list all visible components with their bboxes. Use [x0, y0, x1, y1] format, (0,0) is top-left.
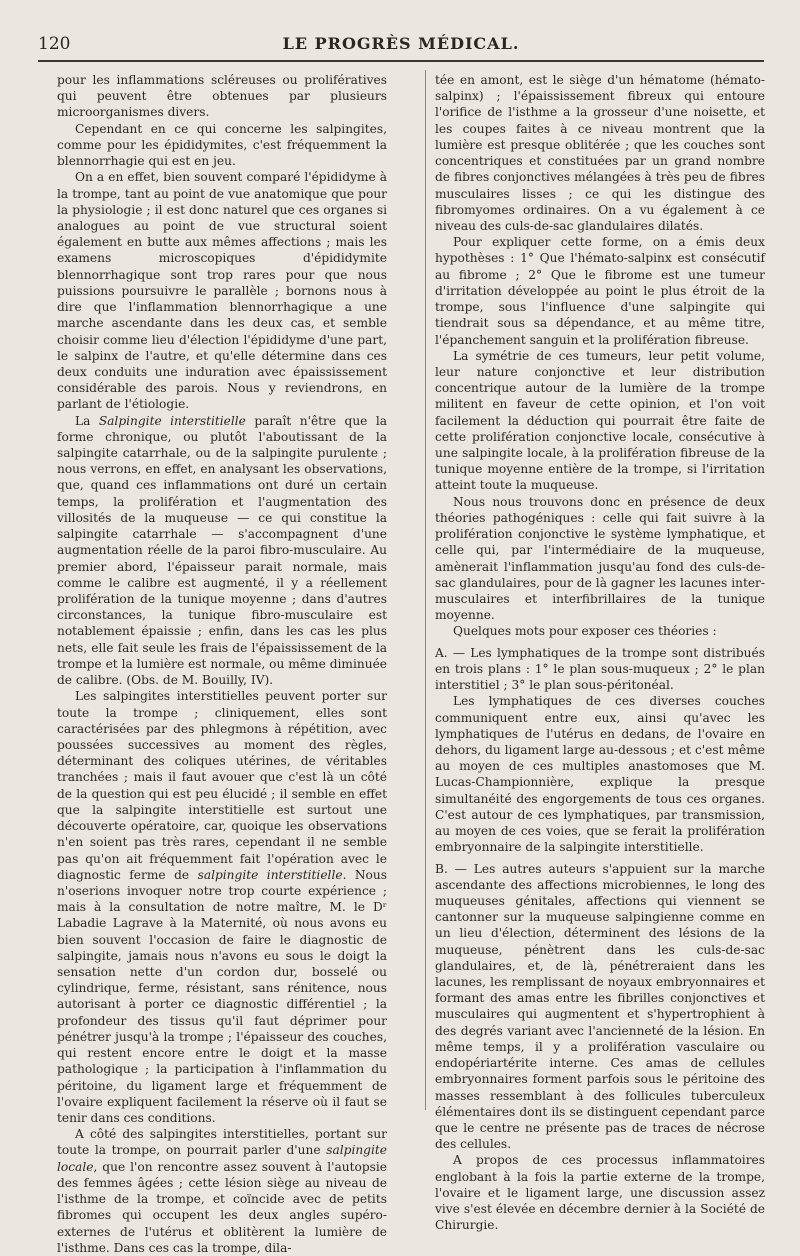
right-column: [435, 72, 765, 1234]
paragraph: La symétrie de ces tumeurs, leur petit volume, leur nature conjonctive et leur distribution concentrique autour de la lumière de la trompe militent en faveur de cette opinion, et l'on voit facilement la déduction qui pourrait être faite de cette prolifération conjonctive locale, consécutive à une salpingite locale, à la prolifération fibreuse de la tunique moyenne entière de la trompe, si l'irritation atteint toute la muqueuse.: [435, 348, 765, 493]
left-column: [57, 72, 387, 1256]
paragraph: [57, 1126, 387, 1256]
text-span: Les salpingites interstitielles peuvent porter sur toute la trompe ; cliniquement, elles sont caractérisées par des phlegmons à répétition, avec poussées successives au moment des règles, déterminant des coliques utérines, de véritables tranchées ; mais il faut avouer que c'est là un côté de la question qui est peu élucidé ; il semble en effet que la salpingite interstitielle est surtout une découverte opératoire, car, quoique les observations n'en soient pas très rares, cependant il ne semble pas qu'on ait fréquemment fait l'opération avec le diagnostic ferme de: [57, 689, 387, 882]
text-span: A côté des salpingites interstitielles, portant sur toute la trompe, on pourrait parler d'une: [57, 1127, 387, 1158]
text-span: , que l'on rencontre assez souvent à l'autopsie des femmes âgées ; cette lésion siège au niveau de l'isthme de la trompe, et coïncide avec de petits fibromes qui occupent les deux angles supéro-externes de l'utérus et oblitèrent la lumière de l'isthme. Dans ces cas la trompe, dila-: [57, 1159, 387, 1255]
paragraph: [57, 688, 387, 1126]
paragraph: Cependant en ce qui concerne les salpingites, comme pour les épididymites, c'est fréquemment la blennorrhagie qui est en jeu.: [57, 121, 387, 169]
paragraph: Quelques mots pour exposer ces théories :: [453, 624, 717, 639]
italic-term: salpingite interstitielle: [197, 867, 343, 882]
page-header: [38, 30, 764, 62]
paragraph: pour les inflammations scléreuses ou prolifératives qui peuvent être obtenues par plusieurs microorganismes divers.: [57, 73, 387, 120]
column-divider: [425, 70, 426, 1110]
running-title: LE PROGRÈS MÉDICAL.: [282, 34, 520, 53]
paragraph: [57, 413, 387, 689]
paragraph: On a en effet, bien souvent comparé l'épididyme à la trompe, tant au point de vue anatomique que pour la physiologie ; il est donc naturel que ces organes si analogues au point de vue structural soient également en butte aux mêmes affections ; mais les examens microscopiques d'épididymite blennorrhagique sont trop rares pour que nous puissions poursuivre le parallèle ; bornons nous à dire que l'inflammation blennorrhagique a une marche ascendante dans les deux cas, et semble choisir comme lieu d'élection l'épididyme d'une part, le salpinx de l'autre, et qu'elle détermine dans ces deux conduits une induration avec épaississement considérable des parois. Nous y reviendrons, en parlant de l'étiologie.: [57, 170, 387, 412]
italic-term: Salpingite interstitielle: [98, 413, 246, 428]
text-span: paraît n'être que la forme chronique, ou plutôt l'aboutissant de la salpingite catarrhale, ou de la salpingite purulente ; nous verrons, en effet, en analysant les observations, que, quand ces inflammations ont duré un certain temps, la prolifération et l'augmentation des villosités de la muqueuse — ce qui constitue la salpingite catarrhale — s'accompagnent d'une augmentation réelle de la paroi fibro-musculaire. Au premier abord, l'épaisseur parait normale, mais comme le calibre est augmenté, il y a réellement prolifération de la tunique moyenne ; dans d'autres circonstances, la tunique fibro-musculaire est notablement épaissie ; enfin, dans les cas les plus nets, elle fait seule les frais de l'épaississement de la trompe et la lumière est normale, ou même diminuée de calibre. (Obs. de M. Bouilly, IV).: [57, 413, 388, 688]
section-b: B. — Les autres auteurs s'appuient sur la marche ascendante des affections microbiennes, le long des muqueuses génitales, affections qui viennent se cantonner sur la muqueuse salpingienne comme en un lieu d'élection, déterminent des lésions de la muqueuse, pénètrent dans les culs-de-sac glandulaires, et, de là, pénétreraient dans les lacunes, les remplissant de noyaux embryonnaires et formant des amas entre les fibrilles conjonctives et musculaires qui augmentent et s'hypertrophient à des degrés variant avec l'ancienneté de la lésion. En même temps, il y a prolifération vasculaire ou endopériartérite interne. Ces amas de cellules embryonnaires forment parfois sous le péritoine des masses ressemblant à des follicules tuberculeux élémentaires dont ils se distinguent cependant parce que le centre ne présente pas de traces de nécrose des cellules.: [435, 861, 765, 1152]
section-a: A. — Les lymphatiques de la trompe sont distribués en trois plans : 1° le plan sous-muqueux ; 2° le plan interstitiel ; 3° le plan sous-péritonéal.: [435, 645, 765, 693]
italic-term: salpingite locale: [57, 1143, 387, 1174]
paragraph: Pour expliquer cette forme, on a émis deux hypothèses : 1° Que l'hémato-salpinx est consécutif au fibrome ; 2° Que le fibrome est une tumeur d'irritation développée au point le plus étroit de la trompe, sous l'influence d'une salpingite qui tiendrait sous sa dépendance, et au même titre, l'épanchement sanguin et la prolifération fibreuse.: [435, 235, 765, 347]
paragraph: A propos de ces processus inflammatoires englobant à la fois la partie externe de la trompe, l'ovaire et le ligament large, une discussion assez vive s'est élevée en décembre dernier à la Société de Chirurgie.: [435, 1153, 765, 1233]
text-span: . Nous n'oserions invoquer notre trop courte expérience ; mais à la consultation de notre maître, M. le Dʳ Labadie Lagrave à la Maternité, où nous avons eu bien souvent l'occasion de faire le diagnostic de salpingite, jamais nous n'avons eu sous le doigt la sensation nette d'un cordon dur, bosselé ou cylindrique, ferme, résistant, sans rénitence, nous autorisant à porter ce diagnostic différentiel ; la profondeur des tissus qu'il faut déprimer pour pénétrer jusqu'à la trompe ; l'épaisseur des couches, qui restent encore entre le doigt et la masse pathologique ; la participation à l'inflammation du péritoine, du ligament large et fréquemment de l'ovaire expliquent facilement la réserve où il faut se tenir dans ces conditions.: [57, 867, 388, 1125]
text-span: La: [75, 413, 99, 428]
paragraph: tée en amont, est le siège d'un hématome (hémato-salpinx) ; l'épaississement fibreux qui entoure l'orifice de l'isthme a la grosseur d'une noisette, et les coupes faites à ce niveau montrent que la lumière est presque oblitérée ; que les couches sont concentriques et constituées par un grand nombre de fibres conjonctives mélangées à très peu de fibres musculaires lisses ; ce qui les distingue des fibromyomes ordinaires. On a vu également à ce niveau des culs-de-sac glandulaires dilatés.: [435, 73, 765, 233]
paragraph: Les lymphatiques de ces diverses couches communiquent entre eux, ainsi qu'avec les lymphatiques de l'utérus en dedans, de l'ovaire en dehors, du ligament large au-dessous ; et c'est même au moyen de ces multiples anastomoses que M. Lucas-Championnière, explique la presque simultanéité des engorgements de tous ces organes. C'est autour de ces lymphatiques, par transmission, au moyen de ces voies, que se ferait la prolifération embryonnaire de la salpingite interstitielle.: [435, 694, 765, 855]
paragraph: Nous nous trouvons donc en présence de deux théories pathogéniques : celle qui fait suivre à la prolifération conjonctive le système lymphatique, et celle qui, par l'intermédiaire de la muqueuse, amènerait l'inflammation jusqu'au fond des culs-de-sac glandulaires, pour de là gagner les lacunes inter-musculaires et interfibrillaires de la tunique moyenne.: [435, 494, 765, 623]
page-number: 120: [38, 34, 71, 54]
